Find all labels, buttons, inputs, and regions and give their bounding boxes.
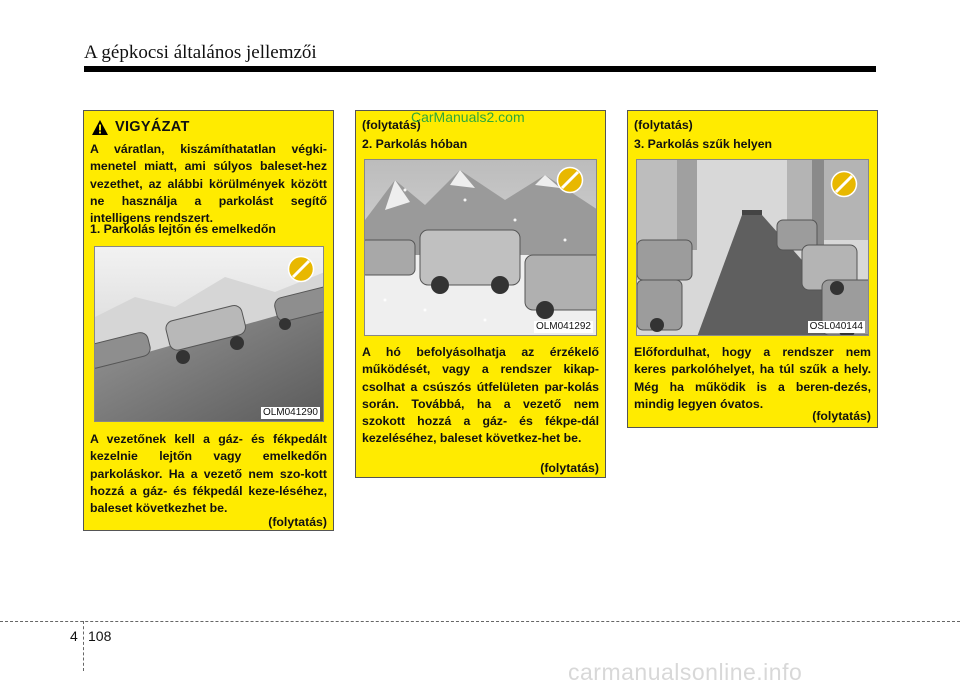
snow-heading: 2. Parkolás hóban: [362, 137, 468, 151]
footer-divider: [0, 621, 960, 622]
slope-body-text: A vezetőnek kell a gáz- és fékpedált kezelnie lejtőn vagy emelkedőn parkoláskor. Ha a vezető nem szo-kott hozzá a gáz- és fékpedál keze-léséhez, baleset következhet be.: [90, 432, 327, 516]
image-code: OLM041290: [262, 407, 318, 418]
snow-body-text: A hó befolyásolhatja az érzékelő működését, vagy a rendszer kikap-csolhat a csúszós útfelületen par-kolás során. Továbbá, ha a vezető nem szokott hozzá a gáz- és fékpe-dál kezeléséhez, baleset következ-het be.: [362, 345, 599, 446]
prohibited-icon: [287, 255, 315, 283]
image-code: OLM041292: [535, 321, 591, 332]
prohibited-icon: [830, 170, 858, 198]
warning-title: VIGYÁZAT: [115, 119, 190, 135]
narrow-parking-illustration: [636, 159, 869, 336]
site-watermark: carmanualsonline.info: [568, 659, 803, 685]
slope-heading: 1. Parkolás lejtőn és emelkedőn: [90, 222, 276, 236]
watermark-text: CarManuals2.com: [411, 109, 525, 125]
snow-parking-illustration: [364, 159, 597, 336]
warning-panel-narrow: [627, 110, 878, 428]
continued-label: (folytatás): [540, 461, 599, 475]
page-header-title: A gépkocsi általános jellemzői: [84, 42, 317, 63]
continued-label: (folytatás): [268, 515, 327, 529]
warning-panel-slope: [83, 110, 334, 531]
warning-intro-text: A váratlan, kiszámíthatatlan végki-menetel miatt, ami súlyos baleset-hez vezethet, az alábbi körülmények között ne használja a parkolást segítő intelligens rendszert.: [90, 142, 327, 226]
header-rule: [84, 66, 876, 72]
page-number: 108: [88, 628, 112, 644]
narrow-body-text: Előfordulhat, hogy a rendszer nem keres parkolóhelyet, ha túl szűk a hely. Még ha működik is a beren-dezés, mindig legyen óvatos.: [634, 345, 871, 411]
narrow-heading: 3. Parkolás szűk helyen: [634, 137, 773, 151]
warning-heading: [92, 119, 190, 136]
section-number: 4: [70, 628, 78, 644]
warning-panel-snow: [355, 110, 606, 478]
image-code: OSL040144: [809, 321, 863, 332]
footer-vertical-divider: [83, 621, 84, 671]
warning-triangle-icon: [92, 120, 108, 135]
continued-top-label: (folytatás): [362, 118, 421, 132]
continued-top-label: (folytatás): [634, 118, 693, 132]
continued-label: (folytatás): [812, 409, 871, 423]
slope-parking-illustration: [94, 246, 324, 422]
prohibited-icon: [556, 166, 584, 194]
